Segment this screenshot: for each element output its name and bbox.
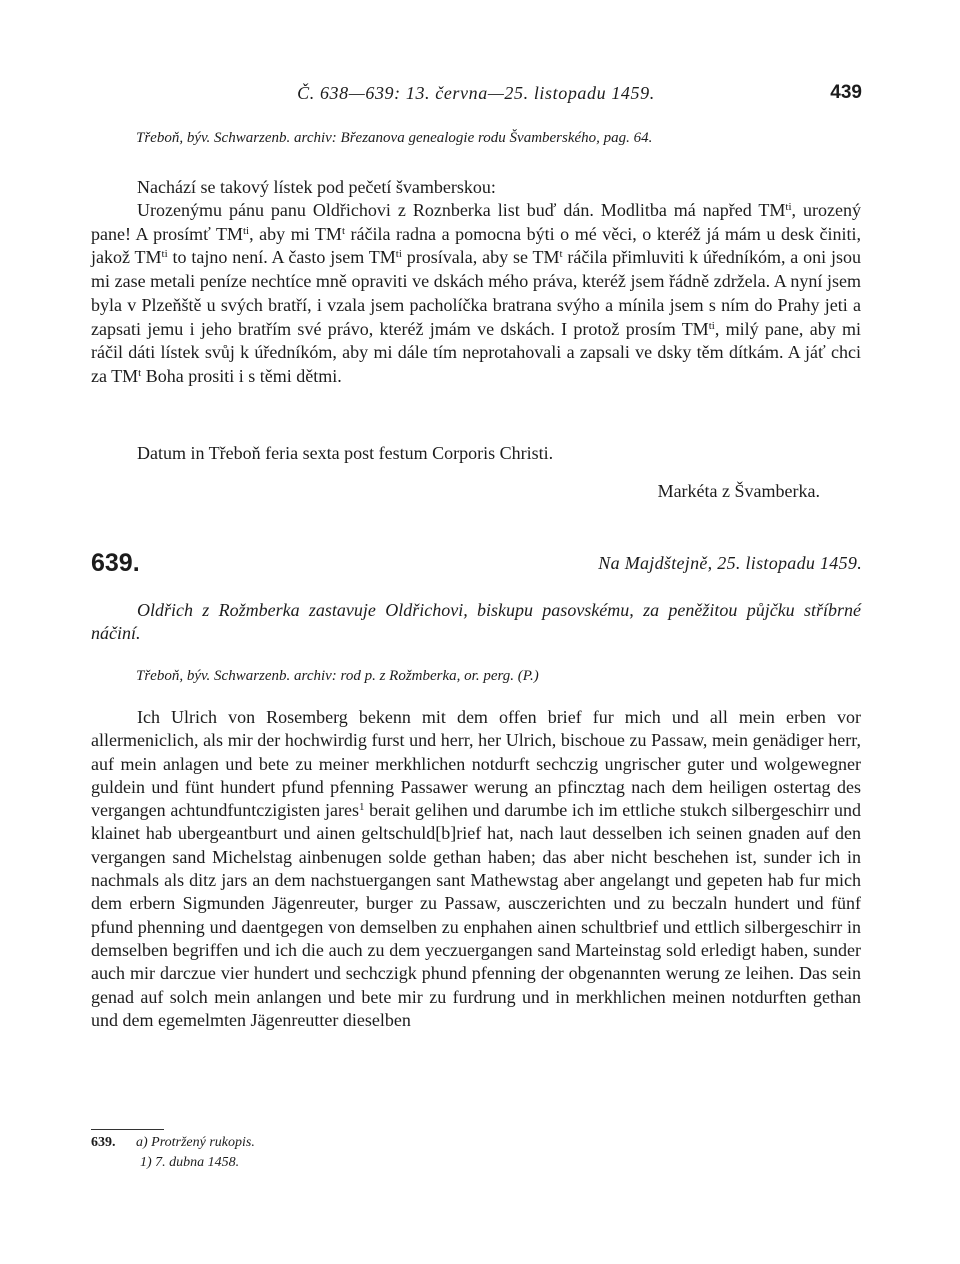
entry-638-datum-block: [91, 442, 861, 466]
entry-639-text-block: [91, 706, 861, 1032]
footnote-1: 1) 7. dubna 1458.: [140, 1155, 240, 1170]
footnote-1-row: [91, 1153, 255, 1173]
footnote-a-row: [91, 1133, 255, 1153]
entry-639-place-date: Na Majdštejně, 25. listopadu 1459.: [598, 553, 862, 573]
entry-638-datum: Datum in Třeboň feria sexta post festum Corporis Christi.: [137, 443, 554, 463]
running-header: Č. 638—639: 13. června—25. listopadu 1459.: [297, 83, 655, 103]
entry-638-letter-text: Urozenýmu pánu panu Oldřichovi z Roznberka list buď dán. Modlitba má napřed $TM^{ti}$, urozený pane! A prosímť $TM^{ti}$, aby mi $TM^t$ ráčila radna a pomocna býti o mé věci, o kteréž já mám u desk činiti, jakož $TM^{ti}$ to tajno není. A často jsem $TM^{ti}$ prosívala, aby se $TM^t$ ráčila přimluviti k úředníkóm, a oni jsou mi zase metali peníze nechtíce mně opraviti ve dskách mého práva, kteréž jsem řádně zdržela. A nyní jsem byla v Plzeňště u svých bratří, i vzala jsem pacholíčka bratrana svýho a mínila jsem s ním do Prahy jeti a zapsati jemu i jeho bratřím své právo, kteréž jmám ve dskách. I protož prosím $TM^{ti}$, milý pane, aby mi ráčil dáti lístek svůj k úředníkóm, aby mi dále tím neprotahovali a zapsali ve dsky těm dítkám. A jáť chci za $TM^t$ Boha prositi i s těmi dětmi.: [91, 200, 862, 386]
entry-638-letter-block: [91, 199, 861, 389]
entry-638-source: Třeboň, býv. Schwarzenb. archiv: Březanova genealogie rodu Švamberského, pag. 64.: [136, 130, 653, 146]
entry-638-intro-block: [91, 176, 861, 200]
entry-638-signature: Markéta z Švamberka.: [657, 481, 820, 501]
footnote-a: a) Protržený rukopis.: [136, 1135, 255, 1150]
footnote-entry-number: 639.: [91, 1135, 116, 1150]
footnotes: [91, 1133, 255, 1173]
entry-639-source: Třeboň, býv. Schwarzenb. archiv: rod p. z Rožmberka, or. perg. (P.): [136, 668, 539, 684]
entry-638-intro: Nachází se takový lístek pod pečetí švamberskou:: [137, 177, 496, 197]
page-number: 439: [830, 82, 862, 103]
entry-639-regest: Oldřich z Rožmberka zastavuje Oldřichovi, biskupu pasovskému, za peněžitou půjčku stříbrné náčiní.: [91, 600, 861, 643]
footnote-divider: [91, 1129, 164, 1130]
entry-639-number: 639.: [91, 549, 140, 577]
entry-639-text: Ich Ulrich von Rosemberg bekenn mit dem offen brief fur mich und all mein erben vor allermeniclich, als mir der hochwirdig furst und herr, her Ulrich, bischoue zu Passaw, mein genädiger herr, auf mein anlagen und bete zu meiner merkhlichen notdurft sechczig ungrischer guter und wolgewegner guldein und fünt hundert pfund pfenning Passawer werung an pfincztag nach dem heiligen ostertag des vergangen achtundfuntczigisten jares$^1$ berait gelihen und darumbe ich im ettliche stukch silbergeschirr und klainet hab ubergeantburt und ainen geltschuld[b]rief hat, nach laut desselben ich seinen gnaden auf den vergangen sand Michelstag ainbenugen solde gethan haben; das aber nicht beschehen ist, sunder ich in nachmals als ditz jars an dem nachstuergangen sant Mathewstag aber angelangt und gepeten hab fur mich dem erbern Sigmunden Jägenreuter, burger zu Passaw, ausczerichten und zu beczaln hundert und fünf pfund phenning und daentgegen von demselben zu enphahen ainen schultbrief und ettlich silbergeschirr in demselben begriffen und ich die auch zu dem yeczuergangen sand Marteinstag sold erledigt haben, sunder auch mir darczue vier hundert und sechczigk phund pfenning der obgenannten werung ze leihen. Das sein genad auf solch mein anlangen und bete mir zu furdrung und in merkhlichen meinen notdurften gethan und dem egemelmten Jägenreutter dieselben: [91, 707, 861, 1030]
